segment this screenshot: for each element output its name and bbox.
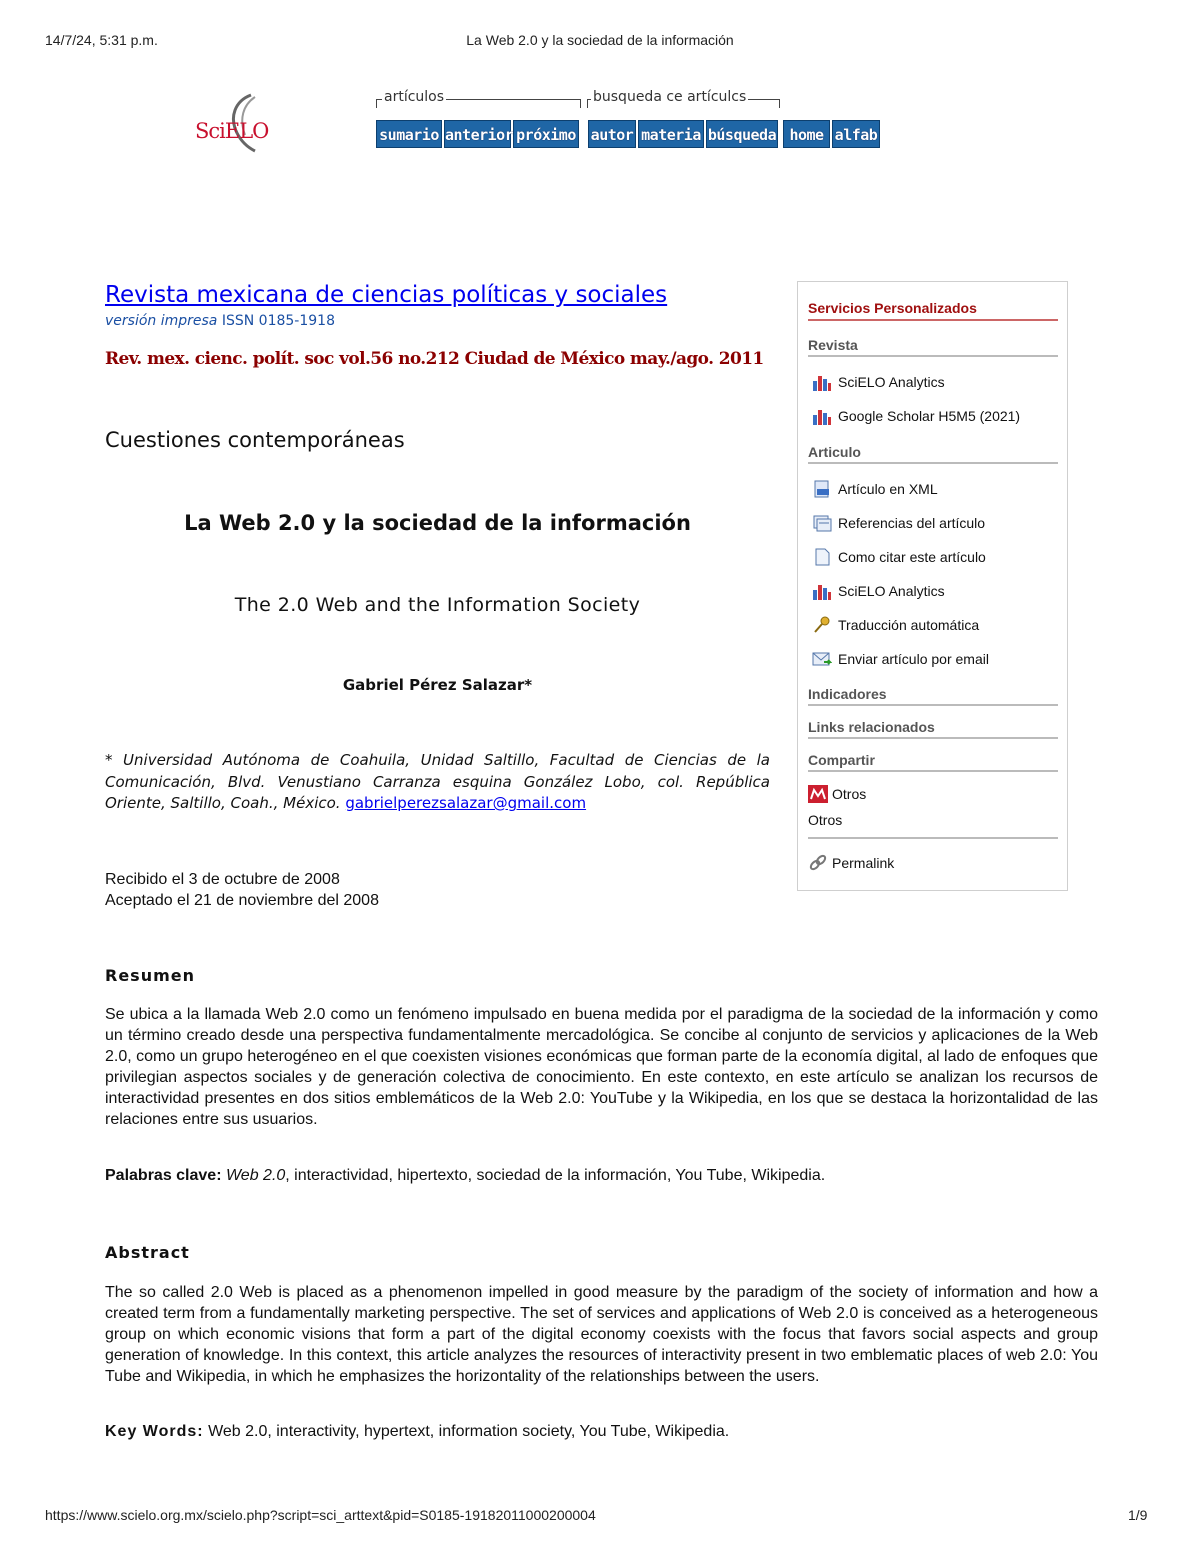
journal-title-link[interactable]: Revista mexicana de ciencias políticas y sociales <box>105 282 668 308</box>
nav-sumario-button[interactable]: sumario <box>376 120 442 148</box>
articulo-referencias[interactable] <box>812 514 985 532</box>
document-icon <box>812 548 832 566</box>
nav-proximo-button[interactable]: próximo <box>513 120 579 148</box>
article-author: Gabriel Pérez Salazar* <box>342 676 533 694</box>
scielo-logo[interactable] <box>193 93 273 153</box>
revista-google-scholar[interactable] <box>812 407 1020 425</box>
otros-text: Otros <box>808 812 843 828</box>
journal-citation: Rev. mex. cienc. polít. soc vol.56 no.212 Ciudad de México may./ago. 2011 <box>105 349 764 369</box>
articulo-traduccion[interactable] <box>812 616 979 634</box>
articulo-scielo-analytics[interactable] <box>812 582 945 600</box>
abstract-heading: Abstract <box>105 1243 190 1262</box>
services-divider <box>808 837 1058 839</box>
print-url: https://www.scielo.org.mx/scielo.php?script=sci_arttext&pid=S0185-19182011000200004 <box>45 1507 596 1523</box>
resumen-text: Se ubica a la llamada Web 2.0 como un fenómeno impulsado en buena medida por el paradigma de la sociedad de la información y como un término creado desde una perspectiva fundamentalmente mercadológica. Se concibe al conjunto de servicios y aplicaciones de la Web 2.0, como un grupo heterogéneo en el que coexisten visiones económicas que forman parte de la economía digital, al lado de enfoques que privilegian aspectos sociales y de generación colectiva de conocimiento. En este contexto, en este artículo se analizan los recursos de interactividad presentes en dos sitios emblemáticos de la Web 2.0: YouTube y la Wikipedia, en los que se destaca la horizontalidad de las relaciones entre sus usuarios. <box>105 1006 1098 1128</box>
nav-busqueda-button[interactable]: búsqueda <box>706 120 778 148</box>
print-datetime: 14/7/24, 5:31 p.m. <box>45 32 158 48</box>
email-icon <box>812 650 832 668</box>
services-title: Servicios Personalizados <box>808 300 1058 321</box>
articulo-item-label: Traducción automática <box>838 617 980 633</box>
journal-version-label: versión impresa <box>105 313 218 329</box>
abstract-text: The so called 2.0 Web is placed as a phenomenon impelled in good measure by the paradigm of the society of information and how a created term from a fundamentally marketing perspective. The set of services and applications of Web 2.0 is conceived as a heterogeneous group on which economic visions that form a part of the digital economy coexists with the focus that favors social aspects and group generation of knowledge. In this context, this article analyzes the resources of interactivity present in two emblematic places of web 2.0: You Tube and Wikipedia, in which he emphasizes the horizontality of the relationships between the users. <box>105 1284 1098 1385</box>
share-otros-link[interactable] <box>808 785 866 803</box>
revista-item-label: SciELO Analytics <box>838 374 945 390</box>
nav-alfab-button[interactable]: alfab <box>832 120 880 148</box>
print-page-title: La Web 2.0 y la sociedad de la información <box>466 32 734 48</box>
key-icon <box>812 616 832 634</box>
permalink-link[interactable] <box>808 854 894 872</box>
palabras-rest: , interactividad, hipertexto, sociedad de la información, You Tube, Wikipedia. <box>285 1167 826 1184</box>
print-page-number: 1/9 <box>1128 1507 1148 1523</box>
received-date: Recibido el 3 de octubre de 2008 <box>105 871 340 888</box>
nav-autor-button[interactable]: autor <box>588 120 636 148</box>
article-title-en: The 2.0 Web and the Information Society <box>234 594 641 616</box>
abstract-block <box>105 1282 1098 1387</box>
services-panel <box>797 281 1068 891</box>
revista-item-label: Google Scholar H5M5 (2021) <box>838 408 1021 424</box>
articulo-item-label: Referencias del artículo <box>838 515 986 531</box>
indicadores-heading[interactable]: Indicadores <box>808 686 1058 706</box>
key-words <box>105 1423 729 1441</box>
bar-chart-icon <box>812 373 832 391</box>
articulo-enviar-email[interactable] <box>812 650 989 668</box>
references-icon <box>812 514 832 532</box>
keywords-label: Key Words: <box>105 1423 204 1440</box>
articles-group-label: artículos <box>384 89 445 105</box>
articulo-item-label: Enviar artículo por email <box>838 651 989 667</box>
article-dates <box>105 869 379 911</box>
keywords-text: Web 2.0, interactivity, hypertext, information society, You Tube, Wikipedia. <box>208 1423 730 1440</box>
palabras-clave <box>105 1167 825 1185</box>
nav-anterior-button[interactable]: anterior <box>444 120 511 148</box>
nav-materia-button[interactable]: materia <box>638 120 704 148</box>
article-affiliation <box>105 750 770 815</box>
journal-version <box>105 313 335 329</box>
resumen-heading: Resumen <box>105 966 195 985</box>
article-title-es: La Web 2.0 y la sociedad de la información <box>184 511 691 535</box>
link-icon <box>808 854 828 872</box>
palabras-first: Web 2.0 <box>225 1167 286 1184</box>
articulo-item-label: Como citar este artículo <box>838 549 986 565</box>
resumen-block <box>105 1004 1098 1130</box>
nav-home-button[interactable]: home <box>783 120 830 148</box>
revista-scielo-analytics[interactable] <box>812 373 945 391</box>
articulo-item-label: Artículo en XML <box>838 481 938 497</box>
search-group-label: busqueda ce artículcs <box>593 89 747 105</box>
author-email-link[interactable]: gabrielperezsalazar@gmail.com <box>345 794 587 812</box>
articulo-xml[interactable] <box>812 480 938 498</box>
permalink-label: Permalink <box>832 855 895 871</box>
articulo-como-citar[interactable] <box>812 548 986 566</box>
journal-issn: ISSN 0185-1918 <box>221 313 335 329</box>
scielo-logo-text: SciELO <box>195 119 269 143</box>
revista-heading: Revista <box>808 337 1058 357</box>
compartir-heading: Compartir <box>808 752 1058 772</box>
article-section: Cuestiones contemporáneas <box>105 428 405 452</box>
share-icon <box>808 785 828 803</box>
xml-document-icon <box>812 480 832 498</box>
palabras-label: Palabras clave: <box>105 1167 222 1184</box>
otros-label: Otros <box>832 786 867 802</box>
articulo-heading: Articulo <box>808 444 1058 464</box>
links-relacionados-heading[interactable]: Links relacionados <box>808 719 1058 739</box>
bar-chart-icon <box>812 407 832 425</box>
accepted-date: Aceptado el 21 de noviembre del 2008 <box>105 892 379 909</box>
articulo-item-label: SciELO Analytics <box>838 583 945 599</box>
affiliation-text: * Universidad Autónoma de Coahuila, Unidad Saltillo, Facultad de Ciencias de la Comunicación, Blvd. Venustiano Carranza esquina González Lobo, col. República Oriente, Saltillo, Coah., México. <box>105 751 770 812</box>
bar-chart-icon <box>812 582 832 600</box>
